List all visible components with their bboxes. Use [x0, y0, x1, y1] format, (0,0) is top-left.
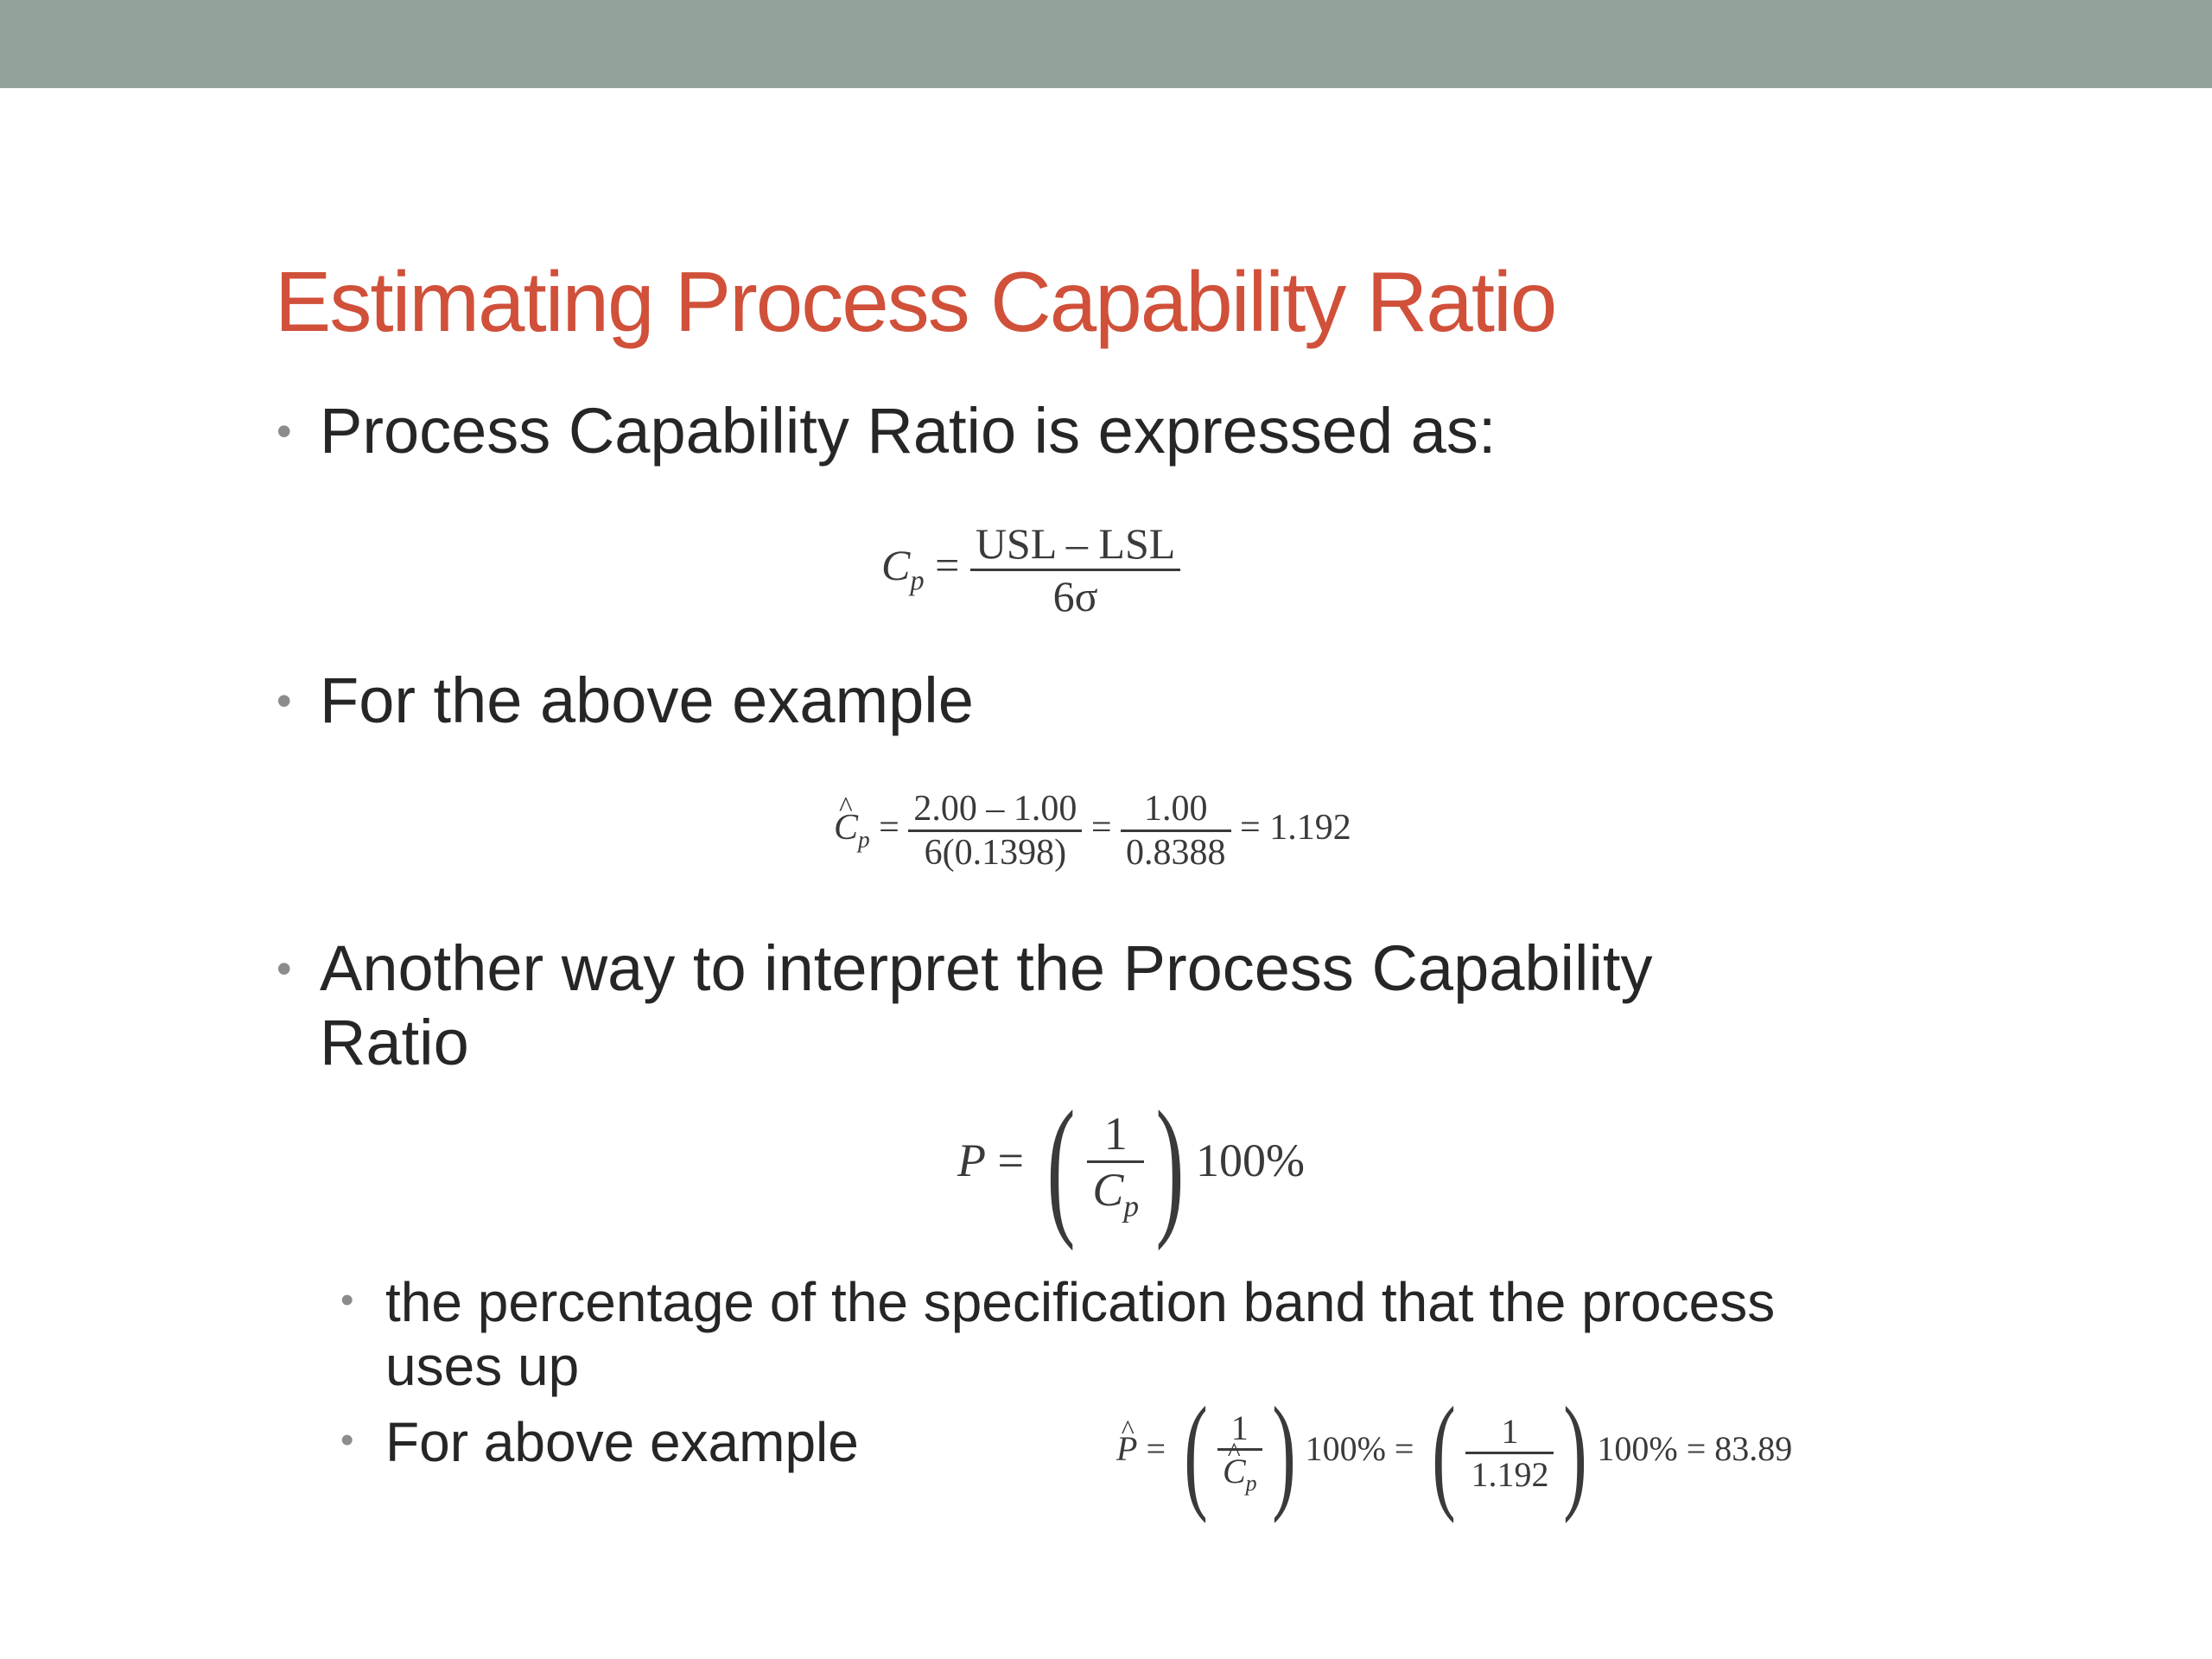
phat-den-sub: p	[1245, 1471, 1257, 1497]
p-den-sub: p	[1123, 1189, 1139, 1224]
bullet-3-text: Another way to interpret the Process Capability Ratio	[320, 932, 1653, 1078]
phat-fraction-1	[1217, 1408, 1262, 1497]
p-fraction	[1087, 1107, 1144, 1224]
bullet-dot: •	[276, 407, 292, 455]
equation-cp-hat	[834, 788, 1351, 874]
equation-cp	[881, 518, 1180, 621]
bullet-dot: •	[276, 944, 292, 993]
phat-denominator-2: 1.192	[1471, 1454, 1549, 1494]
phat-denominator-1	[1217, 1451, 1262, 1497]
equation-p	[957, 1076, 1305, 1255]
p-numerator: 1	[1087, 1107, 1144, 1163]
left-paren: (	[1184, 1381, 1208, 1524]
left-paren: (	[1046, 1079, 1076, 1251]
cphat-lhs: ^ C	[834, 807, 858, 849]
cp-lhs-sub: p	[910, 565, 925, 597]
p-lhs: P	[957, 1134, 986, 1186]
cp-equals: =	[935, 540, 960, 589]
phat-mid: 100% =	[1305, 1429, 1414, 1469]
cphat-denominator-1: 6(0.1398)	[924, 833, 1067, 873]
phat-tail: 100% = 83.89	[1597, 1429, 1793, 1469]
cphat-fraction-1	[908, 788, 1082, 874]
top-bar	[0, 0, 2212, 88]
bullet-2	[276, 664, 974, 738]
phat-fraction-2	[1465, 1411, 1554, 1495]
right-paren: )	[1155, 1079, 1185, 1251]
p-den-c: C	[1092, 1163, 1124, 1216]
phat-equals-1: =	[1146, 1429, 1166, 1469]
phat-lhs: ^ P	[1116, 1428, 1137, 1469]
slide-title: Estimating Process Capability Ratio	[275, 254, 1556, 349]
cphat-numerator-1: 2.00 – 1.00	[908, 788, 1082, 832]
cphat-numerator-2: 1.00	[1121, 788, 1231, 832]
cp-numerator: USL – LSL	[970, 518, 1181, 571]
cphat-lhs-sub: p	[858, 826, 870, 853]
bullet-dot: •	[276, 677, 292, 725]
right-paren: )	[1271, 1381, 1296, 1524]
p-tail: 100%	[1195, 1134, 1305, 1186]
cp-denominator: 6σ	[1052, 572, 1098, 620]
right-paren: )	[1563, 1381, 1588, 1524]
bullet-3	[276, 931, 1789, 1080]
bullet-1-text: Process Capability Ratio is expressed as:	[320, 395, 1497, 467]
cphat-equals-1: =	[879, 808, 899, 849]
bullet-1	[276, 394, 1497, 468]
subbullet-2-text: For above example	[385, 1411, 859, 1473]
cphat-fraction-2	[1121, 788, 1231, 874]
subbullet-1-text: the percentage of the specification band that the process uses up	[385, 1271, 1776, 1397]
cp-fraction	[970, 518, 1181, 621]
phat-numerator-1: 1	[1217, 1408, 1262, 1451]
phat-den-c: ^ C	[1223, 1451, 1246, 1491]
subbullet-dot: •	[340, 1279, 354, 1321]
cphat-result: = 1.192	[1240, 808, 1351, 849]
cphat-denominator-2: 0.8388	[1126, 833, 1226, 873]
p-equals: =	[997, 1134, 1024, 1186]
cp-lhs: C	[881, 540, 911, 589]
subbullet-2	[340, 1410, 859, 1474]
left-paren: (	[1432, 1381, 1457, 1524]
equation-p-hat	[1116, 1378, 1792, 1527]
phat-numerator-2: 1	[1465, 1411, 1554, 1454]
subbullet-dot: •	[340, 1419, 354, 1461]
p-denominator	[1087, 1163, 1144, 1224]
bullet-2-text: For the above example	[320, 664, 974, 736]
cphat-equals-2: =	[1090, 808, 1112, 849]
